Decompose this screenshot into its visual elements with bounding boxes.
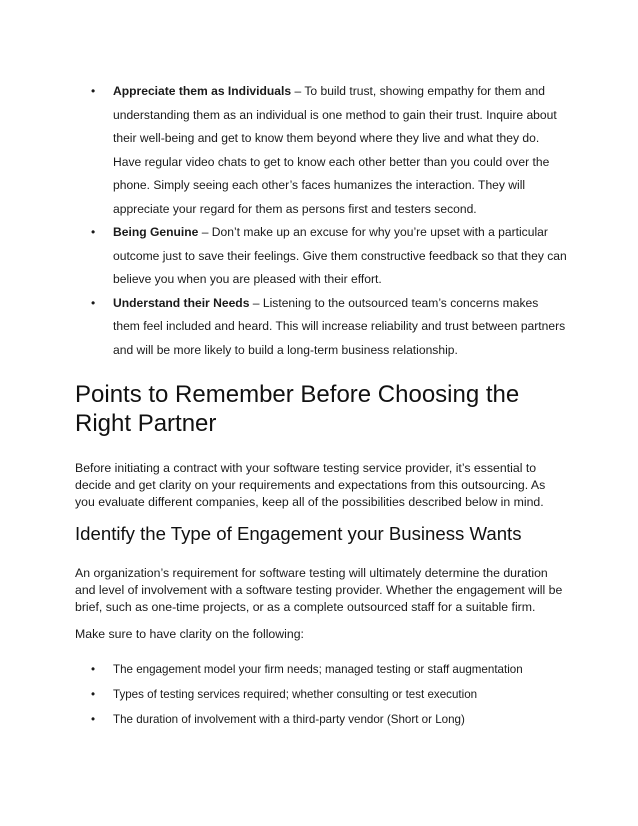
- list-item-text: – Listening to the outsourced team’s concerns makes them feel included and heard. This will increase reliability and trust between partners and will be more likely to build a long-term business relationship.: [113, 295, 566, 357]
- list-item-text: – To build trust, showing empathy for them and understanding them as an individual is one method to gain their trust. Inquire about their well-being and get to know them beyond where they live and what they do. Have regular video chats to get to know each other better than you could over the phone. Simply seeing each other’s faces humanizes the interaction. They will appreciate your regard for them as persons first and testers second.: [113, 84, 557, 216]
- bullet-icon: •: [91, 713, 96, 726]
- list-item-lead: Understand their Needs: [113, 295, 250, 310]
- list-item: [0, 292, 638, 363]
- list-item-text: The engagement model your firm needs; managed testing or staff augmentation: [113, 663, 523, 676]
- list-item-text: – Don’t make up an excuse for why you’re upset with a particular outcome just to save their feelings. Give them constructive feedback so that they can believe you when you are pleased with their effort.: [113, 225, 567, 286]
- list-item: [0, 686, 638, 703]
- bullet-icon: •: [91, 295, 96, 310]
- bullet-icon: •: [91, 84, 96, 98]
- list-item: [0, 80, 638, 221]
- list-item: [0, 661, 638, 678]
- list-item-lead: Being Genuine: [113, 225, 199, 239]
- bullet-icon: •: [91, 225, 96, 239]
- list-item-text: The duration of involvement with a third-party vendor (Short or Long): [113, 713, 465, 726]
- list-item: [0, 221, 638, 292]
- intro-paragraph: Before initiating a contract with your software testing service provider, it’s essential to decide and get clarity on your requirements and expectations from this outsourcing. As you evaluate different companies, keep all of the possibilities described below in mind.: [75, 461, 546, 509]
- trust-tips-list: [0, 80, 638, 362]
- bullet-icon: •: [91, 688, 96, 701]
- section-heading: Points to Remember Before Choosing the Right Partner: [75, 381, 520, 437]
- subsection-heading: Identify the Type of Engagement your Business Wants: [75, 523, 522, 544]
- engagement-paragraph: An organization’s requirement for software testing will ultimately determine the duration and level of involvement with a software testing provider. Whether the engagement will be brief, such as one-time projects, or as a complete outsourced staff for a suitable firm.: [75, 566, 563, 614]
- bullet-icon: •: [91, 663, 96, 676]
- list-item: [0, 711, 638, 728]
- list-item-text: Types of testing services required; whether consulting or test execution: [113, 688, 478, 701]
- clarity-list: [0, 661, 638, 736]
- clarity-paragraph: Make sure to have clarity on the following:: [75, 627, 304, 641]
- list-item-lead: Appreciate them as Individuals: [113, 84, 292, 98]
